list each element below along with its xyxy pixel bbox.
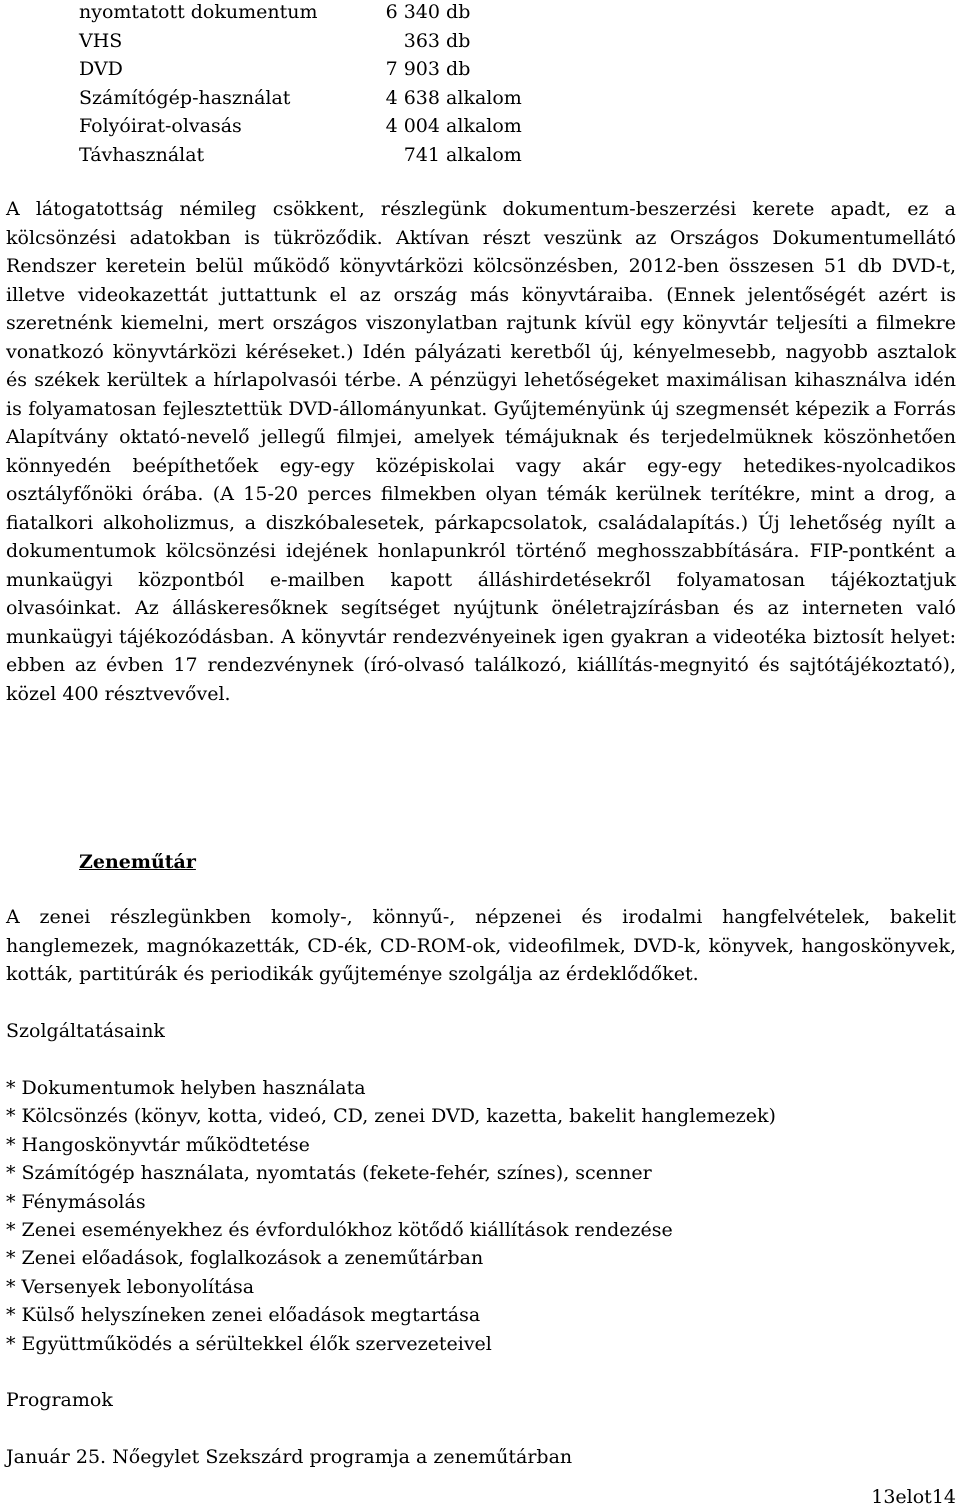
list-item: * Versenyek lebonyolítása xyxy=(6,1275,255,1298)
stat-row xyxy=(79,143,699,172)
page-number: 13elot14 xyxy=(871,1486,956,1508)
list-item: * Zenei eseményekhez és évfordulókhoz kötődő kiállítások rendezése xyxy=(6,1219,673,1242)
list-item: * Zenei előadások, foglalkozások a zeneműtárban xyxy=(6,1247,484,1270)
list-item: * Külső helyszíneken zenei előadások megtartása xyxy=(6,1304,481,1327)
stat-number: 741 xyxy=(403,143,440,166)
stat-number: 363 xyxy=(403,29,440,52)
stat-row xyxy=(79,86,699,115)
list-item: * Számítógép használata, nyomtatás (fekete-fehér, színes), scenner xyxy=(6,1162,652,1185)
list-item: * Együttműködés a sérültekkel élők szervezeteivel xyxy=(6,1332,492,1355)
stat-row xyxy=(79,0,699,29)
stat-number: 7 903 xyxy=(385,58,440,80)
stat-label: Számítógép-használat xyxy=(79,86,291,109)
stat-row xyxy=(79,114,699,143)
stat-label: nyomtatott dokumentum xyxy=(79,1,318,23)
stat-number: 6 340 xyxy=(385,1,440,23)
services-list xyxy=(6,1074,776,1358)
stat-row xyxy=(79,57,699,86)
list-item: * Dokumentumok helyben használata xyxy=(6,1077,366,1099)
stat-label: VHS xyxy=(79,29,123,52)
stat-value xyxy=(379,143,675,167)
stat-unit: db xyxy=(446,1,471,23)
stat-unit: db xyxy=(446,29,471,52)
list-item: * Kölcsönzés (könyv, kotta, videó, CD, zenei DVD, kazetta, bakelit hanglemezek) xyxy=(6,1105,776,1128)
list-item: * Hangoskönyvtár működtetése xyxy=(6,1133,310,1156)
list-item: * Fénymásolás xyxy=(6,1190,146,1213)
program-entry: Január 25. Nőegylet Szekszárd programja a zeneműtárban xyxy=(6,1446,573,1468)
body-paragraph-main: A látogatottság némileg csökkent, részlegünk dokumentum-beszerzési kerete apadt, ez a kölcsönzési adatokban is tükröződik. Aktívan részt veszünk az Országos Dokumentumellátó Rendszer keretein belül működő könyvtárközi kölcsönzésben, 2012-ben összesen 51 db DVD-t, illetve videokazettát juttattunk el az ország más könyvtáraiba. (Ennek jelentőségét azért is szeretnénk kiemelni, mert országos viszonylatban rajtunk kívül egy könyvtár teljesíti a filmekre vonatkozó könyvtárközi kéréseket.) Idén pályázati keretből új, kényelmesebb, nagyobb asztalok és székek kerültek a hírlapolvasói térbe. A pénzügyi lehetőségeket maximálisan kihasználva idén is folyamatosan fejlesztettük DVD-állományunkat. Gyűjteményünk új szegmensét képezik a Forrás Alapítvány oktató-nevelő jellegű filmjei, amelyek témájuknak és terjedelmüknek köszönhetően könnyedén beépíthetőek egy-egy középiskolai vagy akár egy-egy hetedikes-nyolcadikos osztályfőnöki órába. (A 15-20 perces filmekben olyan témák kerülnek terítékre, mint a drog, a fiatalkori alkoholizmus, a diszkóbalesetek, párkapcsolatok, családalapítás.) Új lehetőség nyílt a dokumentumok kölcsönzési idejének honlapunkról történő meghosszabbítására. FIP-pontként a munkaügyi központból e-mailben kapott álláshirdetésekről folyamatosan tájékoztatjuk olvasóinkat. Az álláskeresőknek segítséget nyújtunk önéletrajzírásban és az interneten való munkaügyi tájékozódásban. A könyvtár rendezvényeinek igen gyakran a videotéka biztosít helyet: ebben az évben 17 rendezvénynek (író-olvasó találkozó, kiállítás-megnyitó és sajtótájékoztató), közel 400 résztvevővel. xyxy=(6,198,956,705)
stat-unit: alkalom xyxy=(446,115,522,137)
stat-unit: alkalom xyxy=(446,143,522,166)
section-heading-zenemutar: Zeneműtár xyxy=(79,851,196,873)
stat-value xyxy=(379,86,675,110)
body-paragraph-zenemutar: A zenei részlegünkben komoly-, könnyű-, népzenei és irodalmi hangfelvételek, bakelit hanglemezek, magnókazetták, CD-ék, CD-ROM-ok, videofilmek, DVD-k, könyvek, hangoskönyvek, kották, partitúrák és periodikák gyűjteménye szolgálja az érdeklődőket. xyxy=(6,906,956,985)
stat-unit: db xyxy=(446,58,471,80)
stat-value xyxy=(379,114,675,138)
stat-number: 4 638 xyxy=(385,86,440,109)
stat-row xyxy=(79,29,699,58)
stat-unit: alkalom xyxy=(446,86,522,109)
stat-label: Folyóirat-olvasás xyxy=(79,115,242,137)
stat-value xyxy=(379,57,675,81)
stat-label: DVD xyxy=(79,58,123,80)
stat-number: 4 004 xyxy=(385,115,440,137)
stat-value xyxy=(379,0,675,24)
stat-label: Távhasználat xyxy=(79,143,205,166)
services-title: Szolgáltatásaink xyxy=(6,1020,165,1042)
stat-value xyxy=(379,29,675,53)
programs-title: Programok xyxy=(6,1389,113,1411)
statistics-table xyxy=(79,0,699,171)
